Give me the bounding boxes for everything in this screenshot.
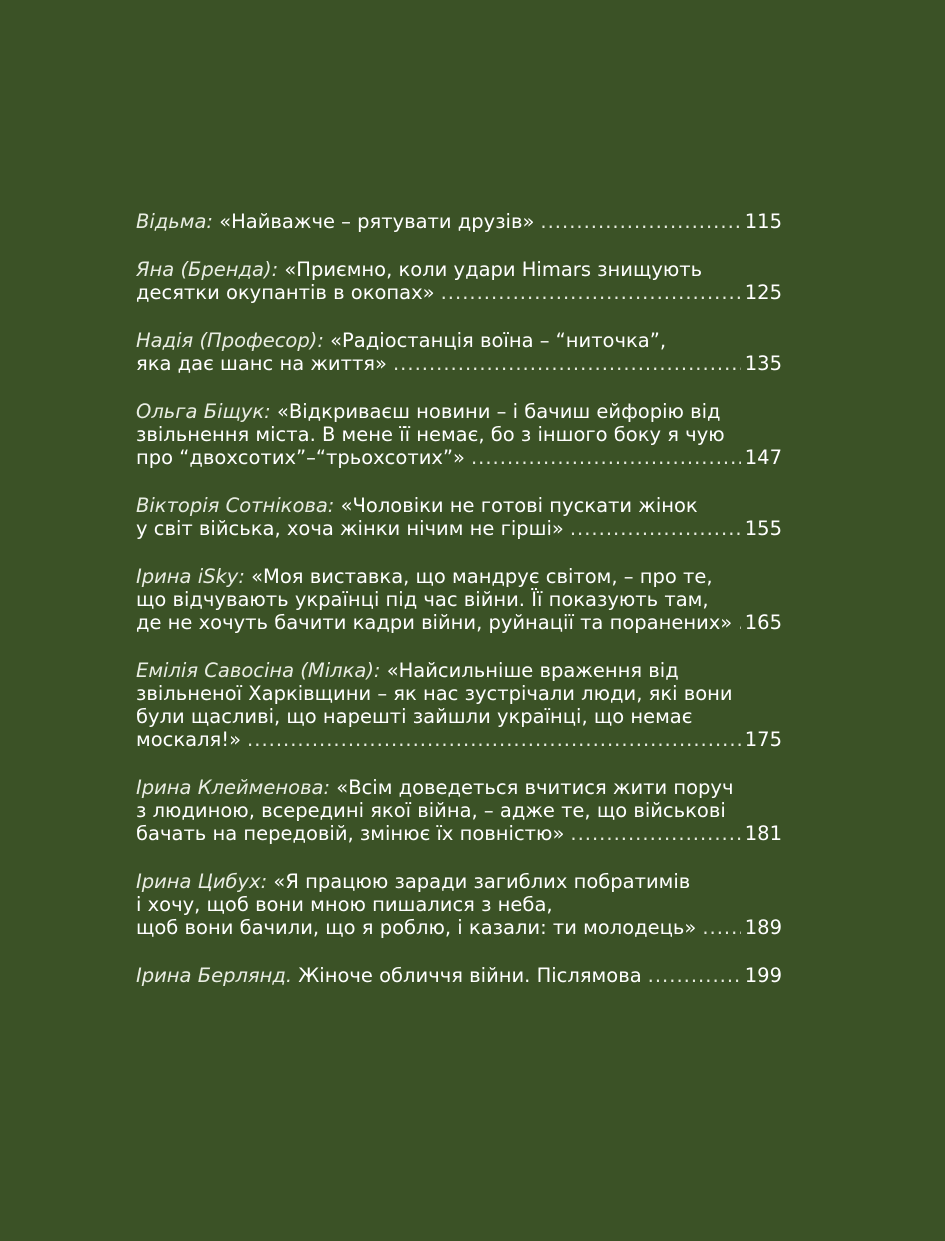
toc-entry-title: москаля!» xyxy=(136,728,242,751)
toc-entry-page-number: 189 xyxy=(744,916,782,939)
toc-entry-line xyxy=(136,893,782,916)
toc-entry-title: про “двохсотих”–“трьохсотих”» xyxy=(136,446,465,469)
toc-entry-line xyxy=(136,258,782,281)
toc-entry-page-number: 175 xyxy=(744,728,782,751)
toc-entry-line xyxy=(136,565,782,588)
toc-entry xyxy=(136,400,782,469)
toc-entry-line xyxy=(136,494,782,517)
toc-entry-title: «Приємно, коли удари Himars знищують xyxy=(284,258,703,281)
toc-entry-title: «Відкриваєш новини – і бачиш ейфорію від xyxy=(276,400,721,423)
toc-entry xyxy=(136,258,782,304)
toc-entry-title: звільнення міста. В мене її немає, бо з іншого боку я чую xyxy=(136,423,725,446)
toc-entry-author: Ірина Клейменова: xyxy=(136,776,331,799)
toc-entry-line xyxy=(136,728,782,751)
toc-entry-title: «Найважче – рятувати друзів» xyxy=(219,210,535,233)
dot-leader xyxy=(738,611,741,634)
toc-entry-title: «Радіостанція воїна – “ниточка”, xyxy=(330,329,667,352)
toc-entry-line xyxy=(136,352,782,375)
toc-entry-line xyxy=(136,776,782,799)
toc-entry-line xyxy=(136,210,782,233)
toc-entry xyxy=(136,659,782,751)
toc-entry-line xyxy=(136,329,782,352)
toc-entry-title: де не хочуть бачити кадри війни, руйнації та поранених» xyxy=(136,611,733,634)
toc-entry-title: «Я працюю заради загиблих побратимів xyxy=(273,870,691,893)
dot-leader xyxy=(471,446,741,469)
toc-entry xyxy=(136,776,782,845)
toc-entry-page-number: 199 xyxy=(744,964,782,987)
toc-entry-line xyxy=(136,916,782,939)
toc-entry xyxy=(136,870,782,939)
toc-entry-line xyxy=(136,705,782,728)
toc-entry-author: Яна (Бренда): xyxy=(136,258,279,281)
toc-entry-title: були щасливі, що нарешті зайшли українці, що немає xyxy=(136,705,693,728)
toc-entry-author: Вікторія Сотнікова: xyxy=(136,494,335,517)
toc-entry-author: Ірина Цибух: xyxy=(136,870,268,893)
toc-entry-line xyxy=(136,870,782,893)
toc-entry-title: яка дає шанс на життя» xyxy=(136,352,387,375)
toc-entry-title: що відчувають українці під час війни. Її показують там, xyxy=(136,588,709,611)
toc-entry-author: Емілія Савосіна (Мілка): xyxy=(136,659,381,682)
dot-leader xyxy=(247,728,741,751)
toc-entry xyxy=(136,964,782,987)
dot-leader xyxy=(648,964,741,987)
toc-entry-line xyxy=(136,423,782,446)
toc-entry-line xyxy=(136,799,782,822)
toc-entry-title: щоб вони бачили, що я роблю, і казали: ти молодець» xyxy=(136,916,697,939)
table-of-contents xyxy=(136,210,782,1012)
toc-entry-title: у світ війська, хоча жінки нічим не гірші» xyxy=(136,517,564,540)
toc-entry-title: і хочу, щоб вони мною пишалися з неба, xyxy=(136,893,553,916)
toc-entry-author: Надія (Професор): xyxy=(136,329,324,352)
toc-entry-title: «Моя виставка, що мандрує світом, – про те, xyxy=(251,565,713,588)
toc-entry xyxy=(136,494,782,540)
toc-entry-title: «Найсильніше враження від xyxy=(386,659,679,682)
toc-entry xyxy=(136,565,782,634)
toc-entry-page-number: 115 xyxy=(744,210,782,233)
toc-entry-line xyxy=(136,400,782,423)
toc-entry-line xyxy=(136,964,782,987)
toc-entry-line xyxy=(136,281,782,304)
dot-leader xyxy=(702,916,740,939)
toc-entry-page-number: 155 xyxy=(744,517,782,540)
dot-leader xyxy=(570,822,740,845)
toc-entry-title: «Чоловіки не готові пускати жінок xyxy=(340,494,698,517)
dot-leader xyxy=(540,210,740,233)
toc-entry-line xyxy=(136,822,782,845)
toc-entry xyxy=(136,329,782,375)
dot-leader xyxy=(393,352,741,375)
toc-entry-page-number: 125 xyxy=(744,281,782,304)
toc-entry-title: з людиною, всередині якої війна, – адже те, що військові xyxy=(136,799,726,822)
toc-entry-line xyxy=(136,517,782,540)
toc-entry-page-number: 165 xyxy=(744,611,782,634)
toc-entry-line xyxy=(136,659,782,682)
toc-entry-author: Ірина Берлянд. xyxy=(136,964,293,987)
dot-leader xyxy=(570,517,741,540)
toc-entry-title: бачать на передовій, змінює їх повністю» xyxy=(136,822,565,845)
toc-entry-page-number: 181 xyxy=(744,822,782,845)
dot-leader xyxy=(441,281,741,304)
toc-entry-author: Відьма: xyxy=(136,210,214,233)
toc-entry-page-number: 135 xyxy=(744,352,782,375)
toc-entry-title: десятки окупантів в окопах» xyxy=(136,281,435,304)
toc-entry-author: Ірина iSky: xyxy=(136,565,245,588)
toc-entry-line xyxy=(136,588,782,611)
toc-entry-line xyxy=(136,611,782,634)
toc-entry-title: звільненої Харківщини – як нас зустрічали люди, які вони xyxy=(136,682,733,705)
toc-entry-title: Жіноче обличчя війни. Післямова xyxy=(298,964,642,987)
toc-entry xyxy=(136,210,782,233)
toc-entry-title: «Всім доведеться вчитися жити поруч xyxy=(336,776,734,799)
toc-entry-line xyxy=(136,682,782,705)
toc-entry-author: Ольга Біщук: xyxy=(136,400,271,423)
toc-entry-page-number: 147 xyxy=(744,446,782,469)
toc-entry-line xyxy=(136,446,782,469)
